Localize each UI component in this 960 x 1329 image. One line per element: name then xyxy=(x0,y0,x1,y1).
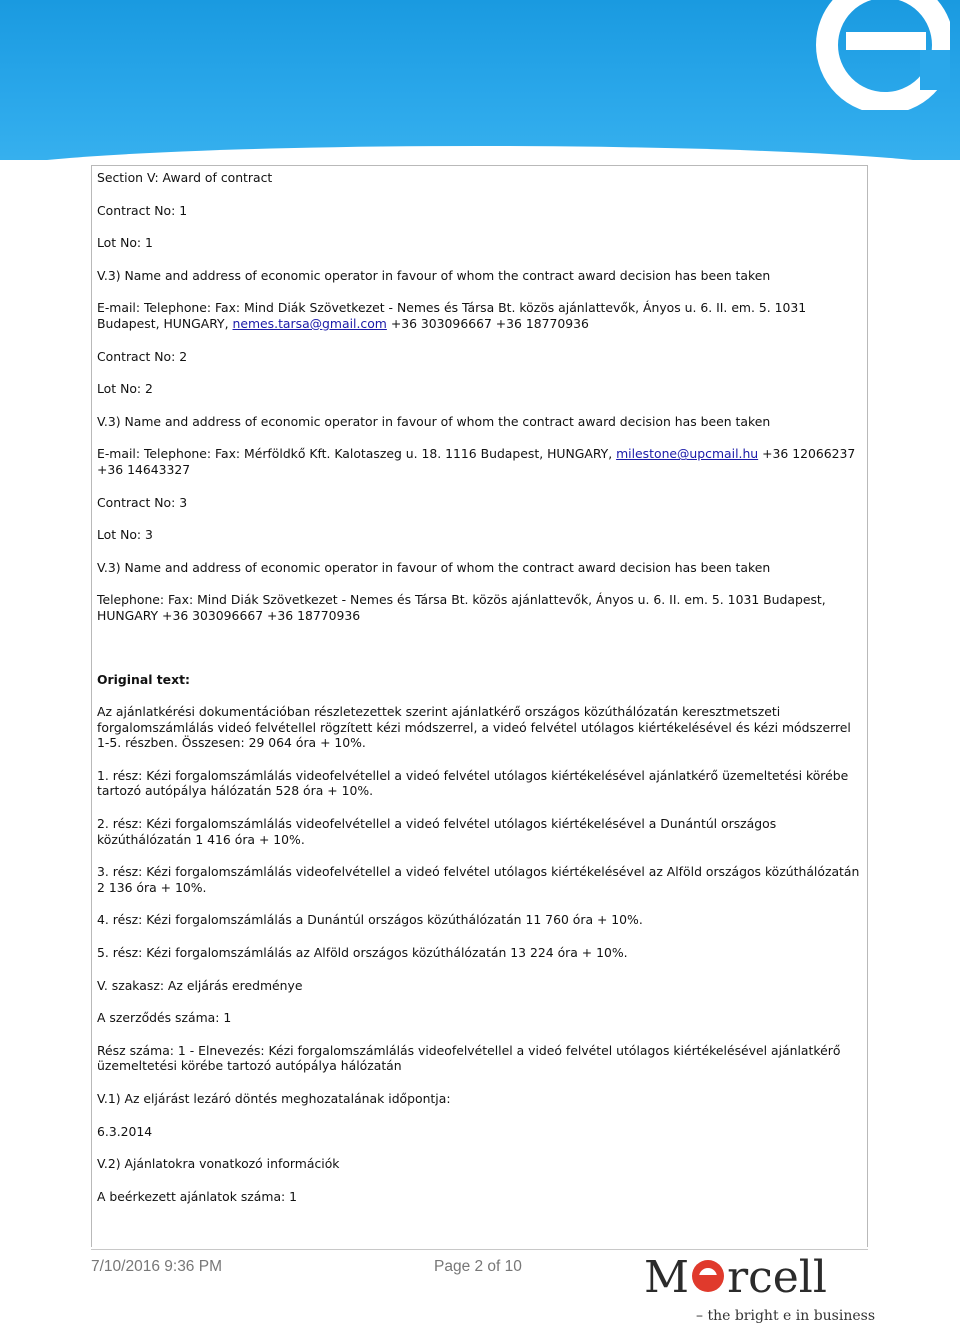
paragraph-p8 xyxy=(97,414,862,430)
paragraph-p20 xyxy=(97,945,862,961)
paragraph-text: Lot No: 2 xyxy=(97,381,153,397)
paragraph-text: V.3) Name and address of economic operator in favour of whom the contract award decision has been taken xyxy=(97,559,771,575)
paragraph-p22 xyxy=(97,1010,862,1026)
email-link[interactable]: milestone@upcmail.hu xyxy=(616,446,759,462)
paragraph-p6 xyxy=(97,349,862,365)
paragraph-p10 xyxy=(97,495,862,511)
logo-tagline: – the bright e in business xyxy=(696,1308,876,1324)
paragraph-p18 xyxy=(97,864,862,895)
paragraph-p27 xyxy=(97,1189,862,1205)
paragraph-p1 xyxy=(97,170,862,186)
paragraph-text: +36 303096667 +36 18770936 xyxy=(386,315,589,331)
paragraph-p26 xyxy=(97,1156,862,1172)
paragraph-text: V.1) Az eljárást lezáró döntés meghozatalának időpontja: xyxy=(97,1091,451,1106)
paragraph-p24 xyxy=(97,1091,862,1107)
paragraph-p13 xyxy=(97,592,862,623)
paragraph-text: Rész száma: 1 - Elnevezés: Kézi forgalomszámlálás videofelvétellel a videó felvétel utólagos kiértékelésével ajánlatkérő üzemeltetési körébe tartozó autópálya hálózatán xyxy=(97,1042,841,1074)
paragraph-text: V. szakasz: Az eljárás eredménye xyxy=(97,977,303,993)
paragraph-text: +36 12066237 +36 14643327 xyxy=(97,446,856,477)
e-logo-icon xyxy=(810,0,950,110)
footer-divider xyxy=(91,1249,868,1250)
paragraph-p21 xyxy=(97,978,862,994)
paragraph-p3 xyxy=(97,235,862,251)
paragraph-text: 6.3.2014 xyxy=(97,1123,153,1139)
paragraph-text: V.3) Name and address of economic operator in favour of whom the contract award decision has been taken xyxy=(97,267,771,283)
paragraph-text: Contract No: 2 xyxy=(97,348,188,364)
paragraph-p2 xyxy=(97,203,862,219)
footer-page-number: Page 2 of 10 xyxy=(434,1258,522,1275)
paragraph-text: Section V: Award of contract xyxy=(97,170,273,185)
paragraph-text: Lot No: 3 xyxy=(97,527,153,543)
paragraph-text: 4. rész: Kézi forgalomszámlálás a Dunántúl országos közúthálózatán 11 760 óra + 10%. xyxy=(97,912,643,928)
paragraph-p23 xyxy=(97,1043,862,1074)
paragraph-p4 xyxy=(97,268,862,284)
paragraph-text: 3. rész: Kézi forgalomszámlálás videofelvétellel a videó felvétel utólagos kiértékelésével az Alföld országos közúthálózatán 2 136 óra + 10%. xyxy=(97,864,860,895)
paragraph-text: A szerződés száma: 1 xyxy=(97,1010,232,1026)
paragraph-p19 xyxy=(97,912,862,928)
paragraph-p16 xyxy=(97,768,862,799)
paragraph-text: Az ajánlatkérési dokumentációban részletezettek szerint ajánlatkérő országos közúthálózatán keresztmetszeti forgalomszámlálás videó felvétellel rögzített kézi módszerrel, a videó felvétel utólagos kiértékelésével és kézi módszerrel 1-5. részben. Összesen: 29 064 óra + 10%. xyxy=(97,704,851,751)
email-link[interactable]: nemes.tarsa@gmail.com xyxy=(232,315,387,331)
paragraph-p17 xyxy=(97,816,862,847)
document-body xyxy=(91,165,868,1247)
header-wave xyxy=(0,146,960,160)
paragraph-text: Lot No: 1 xyxy=(97,235,153,251)
paragraph-p25 xyxy=(97,1124,862,1140)
logo-prefix: M xyxy=(644,1252,690,1303)
paragraph-text: A beérkezett ajánlatok száma: 1 xyxy=(97,1188,298,1204)
paragraph-text: Telephone: Fax: Mind Diák Szövetkezet - Nemes és Társa Bt. közös ajánlattevők, Ányos u. 6. II. em. 5. 1031 Budapest, HUNGARY +36 303096667 +36 18770936 xyxy=(97,592,826,623)
section-label: Original text: xyxy=(97,671,190,687)
paragraph-text: V.3) Name and address of economic operator in favour of whom the contract award decision has been taken xyxy=(97,413,771,429)
paragraph-text: V.2) Ajánlatokra vonatkozó információk xyxy=(97,1156,340,1172)
paragraph-text: Contract No: 3 xyxy=(97,494,188,510)
paragraph-p12 xyxy=(97,560,862,576)
paragraph-p9 xyxy=(97,446,862,477)
logo-suffix: rcell xyxy=(727,1252,827,1303)
paragraph-p11 xyxy=(97,527,862,543)
paragraph-p15 xyxy=(97,704,862,751)
paragraph-text: Contract No: 1 xyxy=(97,202,188,218)
logo-wordmark xyxy=(644,1252,827,1304)
paragraph-text: 1. rész: Kézi forgalomszámlálás videofelvétellel a videó felvétel utólagos kiértékelésével ajánlatkérő üzemeltetési körébe tartozó autópálya hálózatán 528 óra + 10%. xyxy=(97,767,849,799)
paragraph-text: 2. rész: Kézi forgalomszámlálás videofelvétellel a videó felvétel utólagos kiértékelésével a Dunántúl országos közúthálózatán 1 416 óra + 10%. xyxy=(97,816,777,847)
paragraph-text: 5. rész: Kézi forgalomszámlálás az Alföld országos közúthálózatán 13 224 óra + 10%. xyxy=(97,945,628,961)
footer-timestamp: 7/10/2016 9:36 PM xyxy=(91,1258,222,1275)
e-mark-icon xyxy=(690,1258,726,1294)
paragraph-p14 xyxy=(97,672,862,688)
header-banner xyxy=(0,0,960,160)
paragraph-p5 xyxy=(97,300,862,331)
paragraph-text: E-mail: Telephone: Fax: Mind Diák Szövetkezet - Nemes és Társa Bt. közös ajánlattevők, Ányos u. 6. II. em. 5. 1031 Budapest, HUNGARY, xyxy=(97,300,807,331)
marcell-logo xyxy=(640,1252,876,1328)
paragraph-text: E-mail: Telephone: Fax: Mérföldkő Kft. Kalotaszeg u. 18. 1116 Budapest, HUNGARY, xyxy=(97,446,617,462)
paragraph-p7 xyxy=(97,381,862,397)
